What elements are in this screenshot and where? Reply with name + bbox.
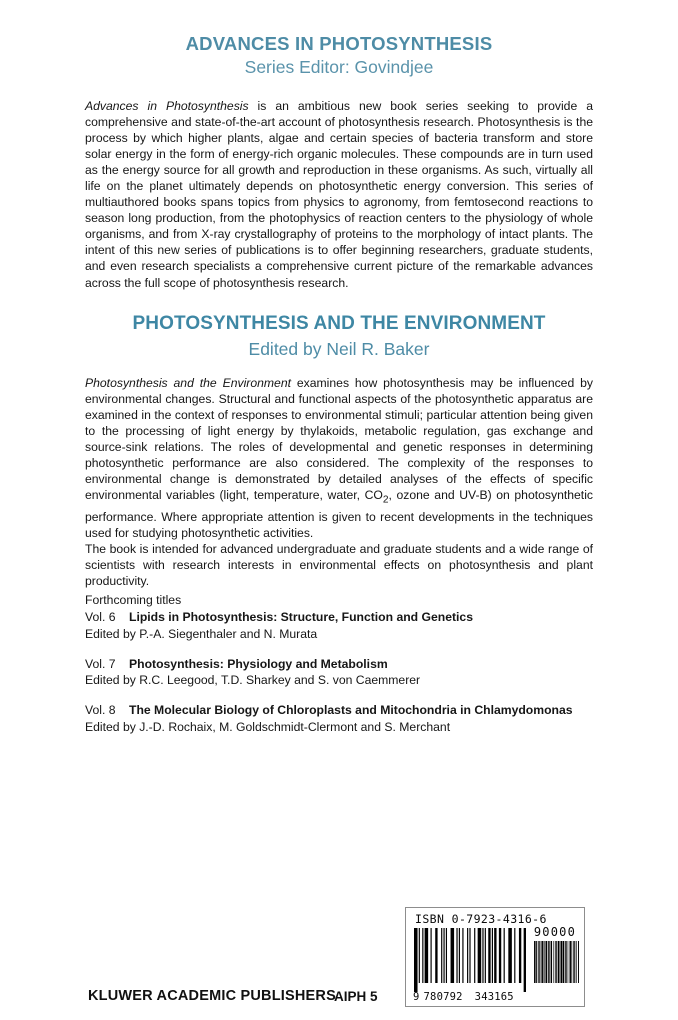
imprint-code: AIPH 5 [334,989,378,1004]
book-editor-line: Edited by Neil R. Baker [248,339,430,359]
barcode-addon-value: 90000 [533,925,576,939]
series-editor-line: Series Editor: Govindjee [244,57,434,77]
series-description-italic-title: Advances in Photosynthesis [85,99,249,113]
barcode-addon-icon [534,941,579,992]
volume-title: Photosynthesis: Physiology and Metabolism [129,656,388,671]
series-description-body: is an ambitious new book series seeking to provide a comprehensive and state-of-the-art account of photosynthesis research. Photosynthesis is the process by which higher plants, algae and certain species of bacteria transform and store solar energy in the form of energy-rich organic molecules. These compounds are in turn used as the energy source for all growth and reproduction in these organisms. As such, virtually all life on the planet ultimately depends on photosynthetic energy conversion. This series of multiauthored books spans topics from physics to agronomy, from femtosecond reactions to season long production, from the photophysics of reaction centers to the physiology of whole organisms, and from X-ray crystallography of proteins to the morphology of intact plants. The intent of this new series of publications is to offer beginning researchers, graduate students, and even research specialists a comprehensive current picture of the remarkable advances across the full scope of photosynthesis research. [85,99,593,290]
book-description-paragraph-1 [85,375,593,541]
volume-editors: Edited by J.-D. Rochaix, M. Goldschmidt-Clermont and S. Merchant [85,719,451,734]
series-description [85,98,593,291]
list-item [85,702,605,735]
list-item [85,656,605,689]
publisher-name: KLUWER ACADEMIC PUBLISHERS [88,988,336,1004]
volume-editors: Edited by P.-A. Siegenthaler and N. Murata [85,626,318,641]
ean-right-group: 343165 [474,991,514,1003]
volume-editors: Edited by R.C. Leegood, T.D. Sharkey and S. von Caemmerer [85,673,421,688]
book-description-body-part-2: , ozone and UV-B) on photosynthetic performance. Where appropriate attention is given to recent developments in the techniques used for studying photosynthetic activities. [85,488,593,540]
volume-title: Lipids in Photosynthesis: Structure, Function and Genetics [129,610,473,625]
book-title: PHOTOSYNTHESIS AND THE ENVIRONMENT [132,313,546,334]
volume-heading [85,703,573,717]
ean-lead-digit: 9 [413,991,420,1003]
ean-left-group: 780792 [423,991,463,1003]
volume-number: Vol. 8 [85,703,116,718]
forthcoming-titles-section [85,592,605,749]
series-title: ADVANCES IN PHOTOSYNTHESIS [185,33,493,54]
volume-number: Vol. 6 [85,610,116,625]
co2-subscript: 2 [382,494,389,506]
series-description-paragraph [85,98,593,291]
barcode-block [405,907,585,1007]
book-description-body-part-1: examines how photosynthesis may be influenced by environmental changes. Structural and functional aspects of the photosynthetic apparatus are examined in the context of responses to environmental stimuli; particular attention being given to the processing of light energy by thylakoids, metabolic regulation, gas exchange and source-sink relations. The roles of developmental and genetic responses in determining photosynthetic performance are also considered. The complexity of the responses to environmental change is demonstrated by detailed analyses of the effects of specific environmental variables (light, temperature, water, CO [85,376,593,503]
volume-number: Vol. 7 [85,656,116,671]
book-description-paragraph-2: The book is intended for advanced undergraduate and graduate students and a wide range of scientists with research interests in environmental effects on photosynthesis and plant productivity. [85,541,593,588]
book-description-italic-title: Photosynthesis and the Environment [85,376,291,390]
ean-digits [413,991,514,1003]
isbn-text: ISBN 0-7923-4316-6 [415,912,547,926]
forthcoming-titles-label: Forthcoming titles [85,593,182,607]
book-description [85,375,593,589]
volume-title: The Molecular Biology of Chloroplasts and Mitochondria in Chlamydomonas [129,703,573,718]
volume-heading [85,657,388,671]
list-item [85,609,605,642]
ean13-barcode-icon [414,928,526,992]
volume-heading [85,610,473,624]
